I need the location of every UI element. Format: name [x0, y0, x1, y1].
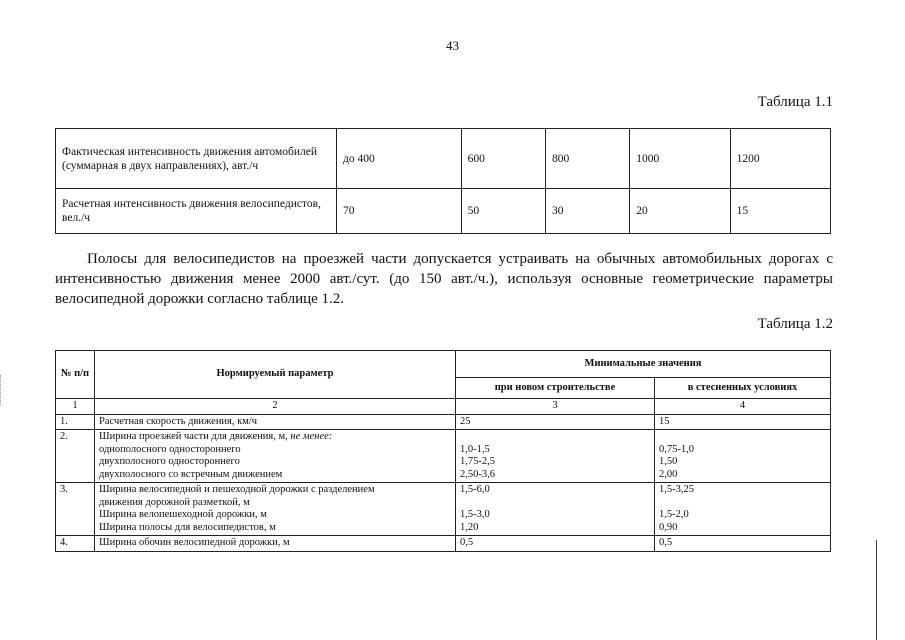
value-line: 1,5-3,25	[659, 484, 694, 495]
param-line: Ширина велопешеходной дорожки, м	[99, 509, 267, 520]
header-row	[56, 351, 831, 378]
row-label: Расчетная интенсивность движения велосипедистов, вел./ч	[56, 189, 337, 234]
table-cell: 600	[461, 129, 545, 189]
row-label: Фактическая интенсивность движения автомобилей (суммарная в двух направлениях), авт./ч	[56, 129, 337, 189]
table-row	[56, 414, 831, 430]
new-value-cell	[456, 536, 655, 552]
value-line: 1,50	[659, 456, 678, 467]
param-line: двухполосного со встречным движением	[99, 468, 283, 480]
row-number: 1.	[56, 414, 95, 430]
header-param: Нормируемый параметр	[95, 351, 456, 399]
traffic-intensity-table	[55, 128, 831, 234]
param-line: Расчетная скорость движения, км/ч	[99, 415, 258, 427]
bicycle-path-parameters-table	[55, 350, 831, 552]
param-line: однополосного одностороннего	[99, 443, 241, 455]
value-line: 0,90	[659, 521, 678, 533]
value-line: 25	[460, 415, 471, 427]
value-line: 2,00	[659, 468, 678, 480]
value-line: 0,5	[659, 537, 673, 548]
param-line: Ширина обочин велосипедной дорожки, м	[99, 537, 290, 548]
header-constrained: в стесненных условиях	[655, 378, 831, 399]
table-1-caption: Таблица 1.1	[757, 94, 833, 110]
param-cell	[95, 536, 456, 552]
value-line: 1,75-2,5	[460, 456, 495, 467]
param-line: движения дорожной разметкой, м	[99, 496, 250, 508]
param-title	[99, 431, 451, 444]
column-number: 1	[56, 399, 95, 415]
header-new-construction: при новом строительстве	[456, 378, 655, 399]
new-value-cell	[456, 483, 655, 536]
value-line: 0,75-1,0	[659, 443, 694, 455]
table-cell: 20	[630, 189, 730, 234]
param-line: Ширина велосипедной и пешеходной дорожки с разделением	[99, 484, 375, 495]
row-number: 3.	[56, 483, 95, 536]
column-number-row	[56, 399, 831, 415]
table-cell: до 400	[337, 129, 462, 189]
param-title-italic: не менее:	[287, 431, 333, 442]
constrained-value-cell	[655, 483, 831, 536]
value-line: 1,5-6,0	[460, 484, 490, 495]
table-cell: 70	[337, 189, 462, 234]
constrained-value-cell	[655, 414, 831, 430]
body-paragraph: Полосы для велосипедистов на проезжей части допускается устраивать на обычных автомобильных дорогах с интенсивностью движения менее 2000 авт./сут. (до 150 авт./ч.), используя основные геометрические параметры велосипедной дорожки согласно таблице 1.2.	[55, 251, 833, 307]
constrained-value-cell	[655, 536, 831, 552]
table-row	[56, 483, 831, 536]
table-row	[56, 189, 831, 234]
table-row	[56, 536, 831, 552]
param-line: двухполосного одностороннего	[99, 456, 240, 467]
table-row	[56, 430, 831, 483]
param-line: Ширина полосы для велосипедистов, м	[99, 521, 276, 533]
page-number: 43	[446, 38, 459, 53]
column-number: 4	[655, 399, 831, 415]
scan-edge-mark	[0, 375, 3, 405]
header-num: № п/п	[56, 351, 95, 399]
row-number: 4.	[56, 536, 95, 552]
value-line: 1,0-1,5	[460, 443, 490, 455]
column-number: 2	[95, 399, 456, 415]
value-line: 1,5-2,0	[659, 509, 689, 520]
table-cell: 30	[545, 189, 629, 234]
table-cell: 1200	[730, 129, 830, 189]
param-cell	[95, 483, 456, 536]
table-2-caption: Таблица 1.2	[757, 316, 833, 332]
value-line: 1,5-3,0	[460, 509, 490, 520]
value-line: 0,5	[460, 537, 474, 548]
param-cell	[95, 414, 456, 430]
param-cell	[95, 430, 456, 483]
row-number: 2.	[56, 430, 95, 483]
column-number: 3	[456, 399, 655, 415]
header-min-values: Минимальные значения	[456, 351, 831, 378]
constrained-value-cell	[655, 430, 831, 483]
scan-edge-line	[876, 540, 879, 640]
param-title-text: Ширина проезжей части для движения, м,	[99, 431, 288, 442]
value-line: 1,20	[460, 521, 479, 533]
table-cell: 800	[545, 129, 629, 189]
value-line: 2,50-3,6	[460, 468, 495, 480]
table-cell: 15	[730, 189, 830, 234]
value-line: 15	[659, 415, 670, 427]
table-cell: 50	[461, 189, 545, 234]
table-cell: 1000	[630, 129, 730, 189]
new-value-cell	[456, 430, 655, 483]
table-row	[56, 129, 831, 189]
new-value-cell	[456, 414, 655, 430]
